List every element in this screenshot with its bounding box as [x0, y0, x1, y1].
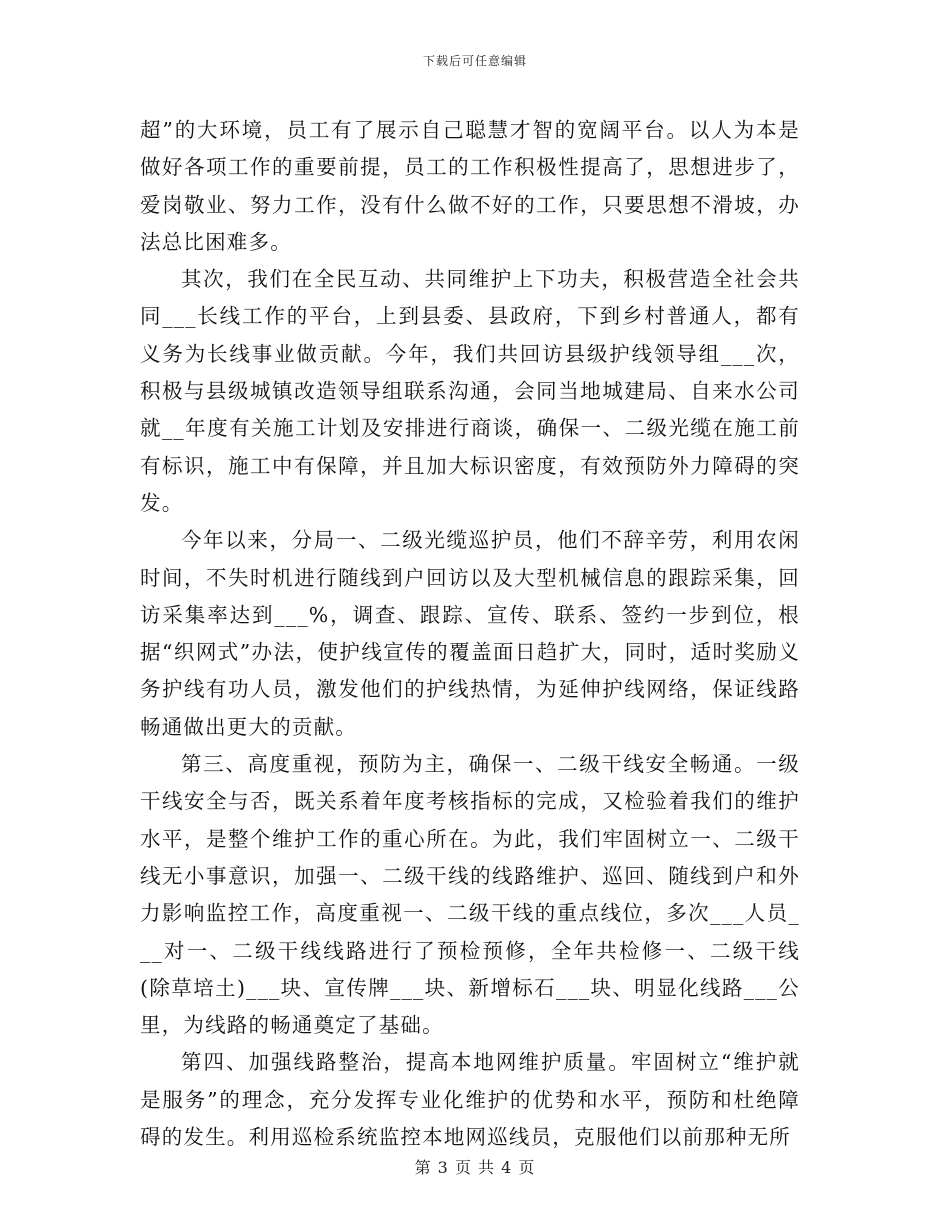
paragraph-continuation: 超”的大环境，员工有了展示自己聪慧才智的宽阔平台。以人为本是做好各项工作的重要前提，员工的工作积极性提高了，思想进步了，爱岗敬业、努力工作，没有什么做不好的工作，只要思想不滑坡，办法总比困难多。: [140, 118, 800, 254]
paragraph-local-network: 第四、加强线路整治，提高本地网维护质量。牢固树立“维护就是服务”的理念，充分发挥专业化维护的优势和水平，预防和杜绝障碍的发生。利用巡检系统监控本地网巡线员，克服他们以前那种无所: [140, 1050, 800, 1150]
page-header: 下载后可任意编辑: [422, 54, 527, 68]
paragraph-mass-participation: 其次，我们在全民互动、共同维护上下功夫，积极营造全社会共同___长线工作的平台，上到县委、县政府，下到乡村普通人，都有义务为长线事业做贡献。今年，我们共回访县级护线领导组___次，积极与县级城镇改造领导组联系沟通，会同当地城建局、自来水公司就__年度有关施工计划及安排进行商谈，确保一、二级光缆在施工前有标识，施工中有保障，并且加大标识密度，有效预防外力障碍的突发。: [140, 267, 800, 515]
document-body: [140, 112, 800, 1156]
paragraph-cable-patrol: 今年以来，分局一、二级光缆巡护员，他们不辞辛劳，利用农闲时间，不失时机进行随线到户回访以及大型机械信息的跟踪采集，回访采集率达到___%，调查、跟踪、宣传、联系、签约一步到位，根据“织网式”办法，使护线宣传的覆盖面日趋扩大，同时，适时奖励义务护线有功人员，激发他们的护线热情，为延伸护线网络，保证线路畅通做出更大的贡献。: [140, 528, 800, 739]
page-number-footer: 第 3 页 共 4 页: [414, 1158, 536, 1177]
paragraph-trunk-line-safety: 第三、高度重视，预防为主，确保一、二级干线安全畅通。一级干线安全与否，既关系着年度考核指标的完成，又检验着我们的维护水平，是整个维护工作的重心所在。为此，我们牢固树立一、二级干线无小事意识，加强一、二级干线的线路维护、巡回、随线到户和外力影响监控工作，高度重视一、二级干线的重点线位，多次___人员___对一、二级干线线路进行了预检预修，全年共检修一、二级干线(除草培土)___块、宣传牌___块、新增标石___块、明显化线路___公里，为线路的畅通奠定了基础。: [140, 752, 800, 1038]
